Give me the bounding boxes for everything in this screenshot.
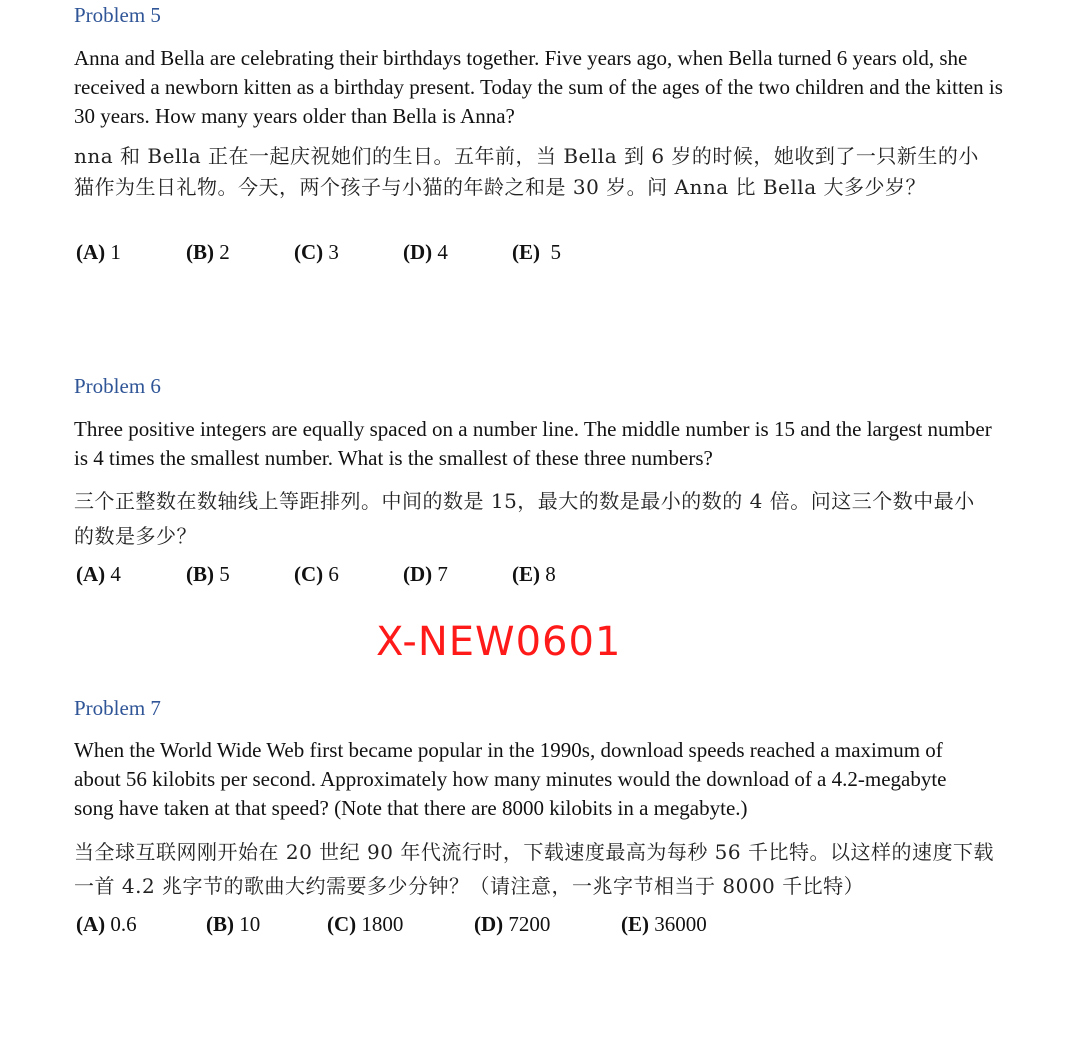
problem-text-english: When the World Wide Web first became popular in the 1990s, download speeds reached a maximum of about 56 kilobits per second. Approximately how many minutes would the download of a 4.2-megabyte song have taken at that speed? (Note that there are 8000 kilobits in a megabyte.) — [74, 738, 947, 820]
option-a: (A) 0.6 — [76, 912, 137, 936]
option-c: (C) 3 — [294, 240, 339, 264]
problem-text-chinese: 当全球互联网刚开始在 20 世纪 90 年代流行时，下载速度最高为每秒 56 千比特。以这样的速度下载一首 4.2 兆字节的歌曲大约需要多少分钟？（请注意，一兆字节相当于 8000 千比特） — [74, 840, 994, 898]
answer-options — [76, 240, 976, 268]
option-d: (D) 7200 — [474, 912, 551, 936]
option-c: (C) 6 — [294, 562, 339, 586]
problem-text-english: Three positive integers are equally spaced on a number line. The middle number is 15 and the largest number is 4 times the smallest number. What is the smallest of these three numbers? — [74, 417, 992, 470]
problem-text-english: Anna and Bella are celebrating their birthdays together. Five years ago, when Bella turned 6 years old, she received a newborn kitten as a birthday present. Today the sum of the ages of the two children and the kitten is 30 years. How many years older than Bella is Anna? — [74, 46, 1003, 128]
option-c: (C) 1800 — [327, 912, 404, 936]
option-b: (B) 2 — [186, 240, 230, 264]
option-a: (A) 1 — [76, 240, 121, 264]
problem-title: Problem 5 — [74, 3, 161, 27]
option-a: (A) 4 — [76, 562, 121, 586]
answer-options — [76, 562, 976, 590]
problem-text-chinese: 三个正整数在数轴线上等距排列。中间的数是 15，最大的数是最小的数的 4 倍。问这三个数中最小的数是多少？ — [74, 489, 975, 548]
problem-title: Problem 6 — [74, 374, 161, 398]
option-e: (E) 5 — [512, 240, 561, 264]
option-e: (E) 8 — [512, 562, 556, 586]
answer-options — [76, 912, 976, 940]
problem-text-chinese: nna 和 Bella 正在一起庆祝她们的生日。五年前，当 Bella 到 6 岁的时候，她收到了一只新生的小猫作为生日礼物。今天，两个孩子与小猫的年龄之和是 30 岁。问 Anna 比 Bella 大多少岁？ — [74, 144, 979, 199]
problem-title: Problem 7 — [74, 696, 161, 720]
option-d: (D) 4 — [403, 240, 448, 264]
option-e: (E) 36000 — [621, 912, 707, 936]
option-d: (D) 7 — [403, 562, 448, 586]
option-b: (B) 10 — [206, 912, 261, 936]
watermark: X-NEW0601 — [376, 619, 622, 665]
option-b: (B) 5 — [186, 562, 230, 586]
